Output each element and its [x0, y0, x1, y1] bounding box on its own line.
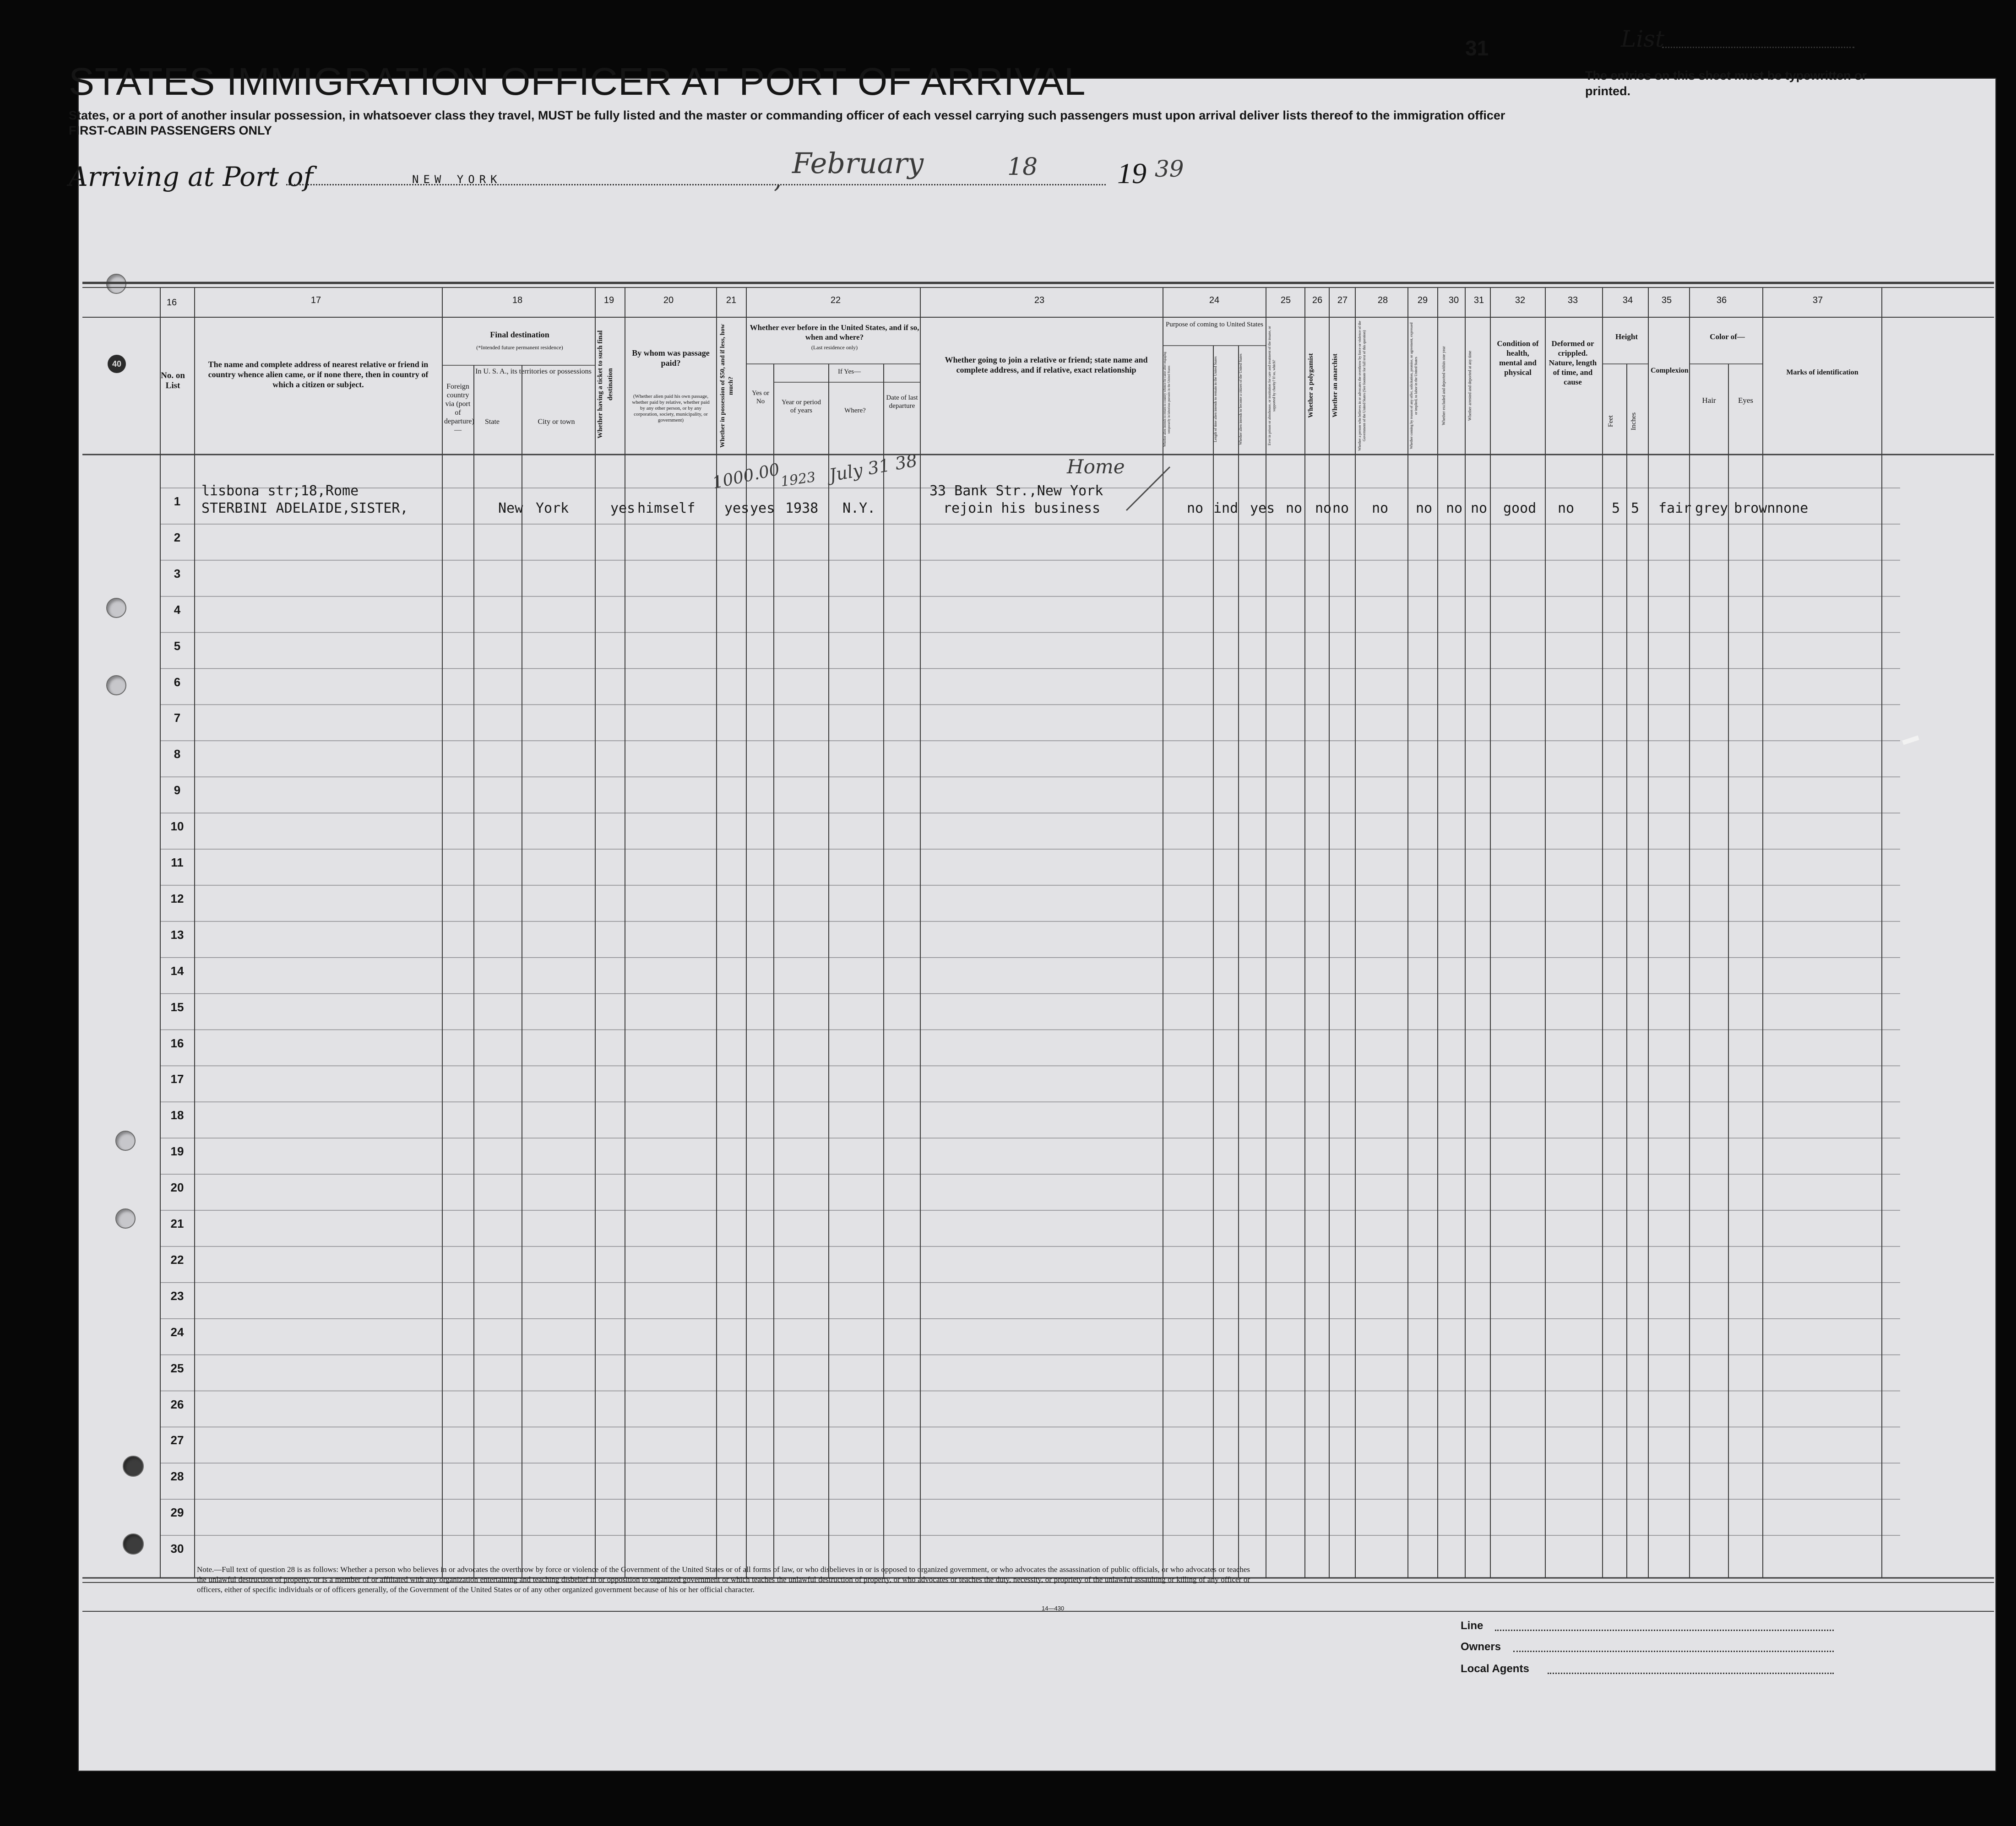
last-departure-date: July 31 38: [827, 450, 919, 486]
date-day: 18: [1007, 153, 1038, 181]
col-num-27: 27: [1337, 295, 1348, 305]
length-of-stay: ind: [1213, 500, 1239, 516]
destination-state: New: [498, 500, 523, 516]
row-number: 8: [174, 747, 181, 761]
heading-return-intent: Whether alien intends to return to country whence he came after engaging temporarily in laborious pursuits in the United States: [1163, 352, 1171, 447]
heading-passage-paid: By whom was passage paid?: [632, 348, 710, 368]
row-number: 27: [170, 1433, 184, 1447]
ever-in-us: yes: [750, 500, 775, 516]
row-number: 6: [174, 675, 181, 689]
row-number: 17: [170, 1072, 184, 1086]
col-num-22: 22: [830, 295, 841, 305]
heading-money: Whether in possession of $50, and if less, how much?: [719, 324, 734, 448]
heading-final-destination: Final destination: [490, 330, 549, 339]
hair-color: grey: [1695, 500, 1728, 516]
joining-handwritten: Home: [1067, 455, 1125, 478]
col-num-32: 32: [1515, 295, 1526, 305]
heading-deformed: Deformed or crippled. Nature, length of time, and cause: [1549, 339, 1597, 386]
return-intent: no: [1187, 500, 1204, 516]
heading-no-on-list: No. on List: [161, 371, 185, 390]
row-number: 7: [174, 711, 181, 725]
heading-length-of-stay: Length of time alien intends to remain in the United States: [1213, 356, 1217, 443]
row-number: 2: [174, 530, 181, 544]
heading-polygamist: Whether a polygamist: [1307, 353, 1315, 418]
offer-labor: no: [1416, 500, 1433, 516]
port-value: NEW YORK: [412, 173, 502, 186]
col-num-29: 29: [1417, 295, 1428, 305]
heading-become-citizen: Whether alien intends to become a citizen of the United States: [1239, 353, 1243, 445]
date-comma: ,: [774, 165, 782, 194]
row-number: 16: [170, 1036, 184, 1050]
destination-city: York: [536, 500, 569, 516]
heading-state: State: [485, 418, 500, 426]
previous-residence: N.Y.: [842, 500, 876, 516]
col-num-16: 16: [166, 298, 177, 308]
heading-in-usa: In U. S. A., its territories or possessions: [475, 368, 592, 375]
polygamist: no: [1315, 500, 1332, 516]
heading-height: Height: [1615, 332, 1638, 341]
heading-hair: Hair: [1702, 396, 1716, 405]
years-handwritten: 1923: [779, 469, 817, 490]
form-number: 14—430: [1042, 1605, 1065, 1612]
row-number: 5: [174, 639, 181, 653]
col-num-20: 20: [663, 295, 674, 305]
col-num-26: 26: [1312, 295, 1323, 305]
row-number: 24: [170, 1325, 184, 1339]
heading-year: Year or period of years: [782, 399, 821, 414]
joining-purpose: rejoin his business: [943, 500, 1101, 516]
heading-city: City or town: [538, 418, 575, 426]
owners-label: Owners: [1461, 1641, 1501, 1653]
heading-last-departure: Date of last departure: [886, 394, 918, 410]
anarchist: no: [1332, 500, 1349, 516]
col-num-18: 18: [512, 295, 523, 305]
row-number: 15: [170, 1000, 184, 1014]
list-note: The entries on this sheet must be typewritten or printed.: [1585, 69, 1867, 98]
heading-foreign-country: Foreign country via (port of departure)—: [444, 383, 474, 434]
row-number: 14: [170, 964, 184, 978]
row-number: 13: [170, 927, 184, 942]
row-number: 21: [170, 1217, 184, 1230]
list-label: List: [1621, 26, 1664, 52]
col-num-28: 28: [1377, 295, 1388, 305]
deported: no: [1471, 500, 1488, 516]
prison: no: [1286, 500, 1303, 516]
heading-deported: Whether arrested and deported at any time: [1467, 351, 1472, 421]
row-number: 22: [170, 1252, 184, 1267]
margin-mark: 40: [108, 355, 126, 373]
excluded: no: [1446, 500, 1463, 516]
row-number: 20: [170, 1181, 184, 1195]
col-num-24: 24: [1209, 295, 1220, 305]
heading-eyes: Eyes: [1738, 396, 1754, 405]
row-number: 23: [170, 1289, 184, 1303]
heading-inches: Inches: [1630, 412, 1637, 430]
heading-excluded: Whether excluded and deported within one year: [1441, 346, 1446, 425]
subtitle-line1: States, or a port of another insular possession, in whatsoever class they travel, MUST be fully listed and the master or commanding officer of each vessel carrying such passengers must upon arrival deliver lists thereof to the immigration officer: [69, 108, 1505, 122]
relative-address: lisbona str;18,Rome: [201, 483, 359, 499]
row-number: 29: [170, 1506, 184, 1520]
subtitle-line2: FIRST-CABIN PASSENGERS ONLY: [69, 124, 272, 137]
row-number: 19: [170, 1144, 184, 1159]
heading-prison: Ever in prison or almshouse, or institution for care and treatment of the insane, or supported by charity? If so, which?: [1267, 326, 1276, 445]
row-number: 18: [170, 1108, 184, 1122]
heading-color-of: Color of—: [1710, 332, 1745, 341]
height-feet: 5: [1612, 500, 1620, 516]
col-num-37: 37: [1812, 295, 1823, 305]
owners-signature-line: [1513, 1651, 1834, 1652]
year-of-stay: 1938: [785, 500, 819, 516]
heading-passage-paid-sub: (Whether alien paid his own passage, whether paid by relative, whether paid by any other person, or by any corporation, society, municipality, or government): [632, 394, 710, 423]
complexion: fair: [1658, 500, 1692, 516]
col-num-17: 17: [310, 295, 321, 305]
row-number: 12: [170, 891, 184, 905]
health-condition: good: [1503, 500, 1537, 516]
heading-feet: Feet: [1607, 415, 1614, 427]
overthrow: no: [1372, 500, 1389, 516]
heading-ever-in-us-sub: (Last residence only): [811, 344, 858, 351]
col-num-36: 36: [1716, 295, 1727, 305]
heading-join-relative: Whether going to join a relative or friend; state name and complete address, and if relative, exact relationship: [945, 355, 1148, 374]
col-num-21: 21: [726, 295, 737, 305]
row-number: 30: [170, 1542, 184, 1556]
heading-anarchist: Whether an anarchist: [1331, 353, 1339, 418]
col-num-30: 30: [1448, 295, 1459, 305]
row-number: 11: [171, 856, 184, 869]
col-num-23: 23: [1034, 295, 1045, 305]
col-num-34: 34: [1622, 295, 1633, 305]
footnote-question-28: Note.—Full text of question 28 is as follows: Whether a person who believes in or advocates the overthrow by force or violence of the Government of the United States or of all forms of law, or who disbelieves in or is opposed to organized government, or who advocates the assassination of public officials, or who advocates or teaches the unlawful destruction of property, or is a member of or affiliated with any organization entertaining and teaching disbelief in or opposition to organized government or which teaches the unlawful destruction of property, or who advocates or teaches the duty, necessity, or propriety of the unlawful assaulting or killing of any officer or officers, either of specific individuals or of officers generally, of the Government of the United States or of any other organized government because of his or her official character.: [197, 1565, 1250, 1594]
row-number: 10: [170, 819, 184, 834]
heading-nearest-relative: The name and complete address of nearest relative or friend in country whence alien came, or if none there, then in country of which a citizen or subject.: [208, 360, 429, 389]
arriving-label: Arriving at Port of: [69, 161, 313, 192]
row-number: 9: [174, 783, 181, 797]
heading-complexion: Complexion: [1651, 367, 1689, 374]
heading-marks: Marks of identification: [1786, 368, 1858, 376]
agents-signature-line: [1548, 1673, 1834, 1674]
heading-yes-or-no: Yes or No: [751, 390, 770, 405]
has-money: yes: [724, 500, 750, 516]
heading-purpose: Purpose of coming to United States: [1166, 321, 1263, 328]
row-number: 3: [174, 566, 181, 580]
row-number: 4: [174, 602, 181, 617]
row-number: 25: [170, 1361, 184, 1375]
eye-color: brown: [1734, 500, 1776, 516]
heading-where: Where?: [844, 407, 866, 414]
identification-marks: none: [1775, 500, 1809, 516]
col-num-19: 19: [603, 295, 614, 305]
become-citizen: yes: [1250, 500, 1275, 516]
col-num-25: 25: [1280, 295, 1291, 305]
deformed: no: [1558, 500, 1575, 516]
row-number: 1: [174, 494, 181, 508]
col-num-31: 31: [1473, 295, 1484, 305]
heading-if-yes: If Yes—: [837, 368, 861, 375]
heading-ticket: Whether having a ticket to such final destination: [597, 330, 614, 439]
relative-name: STERBINI ADELAIDE,SISTER,: [201, 500, 408, 516]
heading-overthrow: Whether a person who believes in or advocates the overthrow by force or violence of the Government of the United States (See footnote for full text of this question): [1358, 320, 1366, 451]
check-stroke: [1124, 465, 1174, 515]
sheet-number: 31: [1465, 36, 1489, 60]
row-number: 28: [170, 1469, 184, 1484]
heading-ever-in-us: Whether ever before in the United States, and if so, when and where?: [750, 323, 919, 341]
heading-offer-labor: Whether coming by reason of any offer, solicitation, promise, or agreement, expressed or implied, to labor in the United States: [1409, 322, 1418, 449]
has-ticket: yes: [610, 500, 636, 516]
passage-paid-by: himself: [637, 500, 696, 516]
year-prefix: 19: [1117, 157, 1147, 190]
local-agents-label: Local Agents: [1461, 1663, 1529, 1675]
line-label: Line: [1461, 1620, 1483, 1632]
col-num-35: 35: [1661, 295, 1672, 305]
heading-final-destination-sub: (*Intended future permanent residence): [476, 344, 563, 351]
money-amount: 1000.00: [711, 460, 782, 493]
joining-address: 33 Bank Str.,New York: [929, 483, 1103, 499]
col-num-33: 33: [1567, 295, 1578, 305]
page-title: STATES IMMIGRATION OFFICER AT PORT OF ARRIVAL: [69, 60, 1086, 103]
line-signature-line: [1495, 1630, 1834, 1631]
height-inches: 5: [1631, 500, 1640, 516]
row-number: 26: [170, 1397, 184, 1411]
date-month: February: [792, 146, 924, 180]
year-handwritten: 39: [1155, 156, 1184, 182]
heading-health: Condition of health, mental and physical: [1497, 339, 1539, 377]
